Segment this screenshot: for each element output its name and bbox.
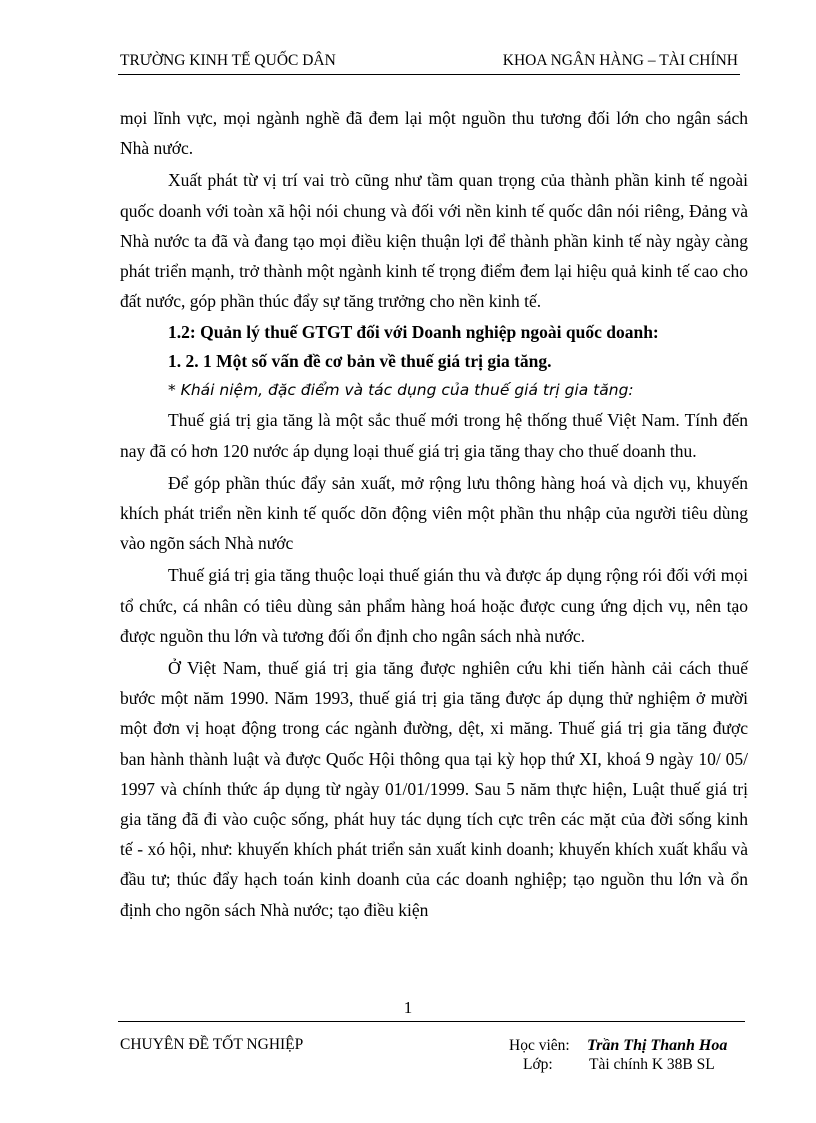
paragraph-vat-purpose: Để góp phần thúc đẩy sản xuất, mở rộng lưu thông hàng hoá và dịch vụ, khuyến khích phát triển nền kinh tế quốc dõn động viên một phần thu nhập của người tiêu dùng vào ngõn sách Nhà nước	[120, 472, 748, 554]
paragraph-vat-history: Ở Việt Nam, thuế giá trị gia tăng được nghiên cứu khi tiến hành cải cách thuế bước một năm 1990. Năm 1993, thuế giá trị gia tăng được áp dụng thử nghiệm ở mười một đơn vị hoạt động trong các ngành đường, dệt, xi măng. Thuế giá trị gia tăng được ban hành thành luật và được Quốc Hội thông qua tại kỳ họp thứ XI, khoá 9 ngày 10/ 05/ 1997 và chính thức áp dụng từ ngày 01/01/1999. Sau 5 năm thực hiện, Luật thuế giá trị gia tăng đã đi vào cuộc sống, phát huy tác dụng tích cực trên các mặt của đời sống kinh tế - xó hội, như: khuyến khích phát triển sản xuất kinh doanh; khuyến khích xuất khẩu và đầu tư; thúc đẩy hạch toán kinh doanh của các doanh nghiệp; tạo nguồn thu lớn và ổn định cho ngõn sách Nhà nước; tạo điều kiện	[120, 658, 748, 920]
footer-student-info	[509, 1036, 727, 1074]
paragraph-continued: mọi lĩnh vực, mọi ngành nghề đã đem lại một nguồn thu tương đối lớn cho ngân sách Nhà nước.	[120, 108, 748, 159]
paragraph-role-of-sector: Xuất phát từ vị trí vai trò cũng như tầm quan trọng của thành phần kinh tế ngoài quốc doanh với toàn xã hội nói chung và đối với nền kinh tế quốc dân nói riêng, Đảng và Nhà nước ta đã và đang tạo mọi điều kiện thuận lợi để thành phần kinh tế này ngày càng phát triển mạnh, trở thành một ngành kinh tế trọng điểm đem lại hiệu quả kinh tế cao cho đất nước, góp phần thúc đẩy sự tăng trưởng cho nền kinh tế.	[120, 170, 748, 312]
header-school-name: TRƯỜNG KINH TẾ QUỐC DÂN	[120, 52, 336, 69]
section-heading-1-2: 1.2: Quản lý thuế GTGT đối với Doanh nghiệp ngoài quốc doanh:	[168, 322, 659, 343]
subsection-heading-1-2-1: 1. 2. 1 Một số vấn đề cơ bản về thuế giá trị gia tăng.	[168, 351, 552, 372]
header-faculty-name: KHOA NGÂN HÀNG – TÀI CHÍNH	[502, 52, 738, 69]
class-label: Lớp:	[523, 1056, 553, 1073]
footer-divider	[118, 1021, 745, 1022]
page-header	[118, 52, 740, 75]
italic-subheading: * Khái niệm, đặc điểm và tác dụng của thuế giá trị gia tăng:	[168, 381, 634, 400]
footer-thesis-label: CHUYÊN ĐỀ TỐT NGHIỆP	[120, 1036, 304, 1053]
document-body	[120, 103, 748, 927]
student-name: Trần Thị Thanh Hoa	[587, 1037, 728, 1054]
student-label: Học viên:	[509, 1037, 570, 1054]
paragraph-vat-definition: Thuế giá trị gia tăng là một sắc thuế mới trong hệ thống thuế Việt Nam. Tính đến nay đã có hơn 120 nước áp dụng loại thuế giá trị gia tăng thay cho thuế doanh thu.	[120, 410, 748, 461]
page-number: 1	[403, 998, 413, 1017]
paragraph-vat-indirect: Thuế giá trị gia tăng thuộc loại thuế gián thu và được áp dụng rộng rói đối với mọi tổ chức, cá nhân có tiêu dùng sản phẩm hàng hoá hoặc được cung ứng dịch vụ, nên tạo được nguồn thu lớn và tương đối ổn định cho ngân sách nhà nước.	[120, 565, 748, 646]
class-value: Tài chính K 38B SL	[589, 1056, 715, 1073]
